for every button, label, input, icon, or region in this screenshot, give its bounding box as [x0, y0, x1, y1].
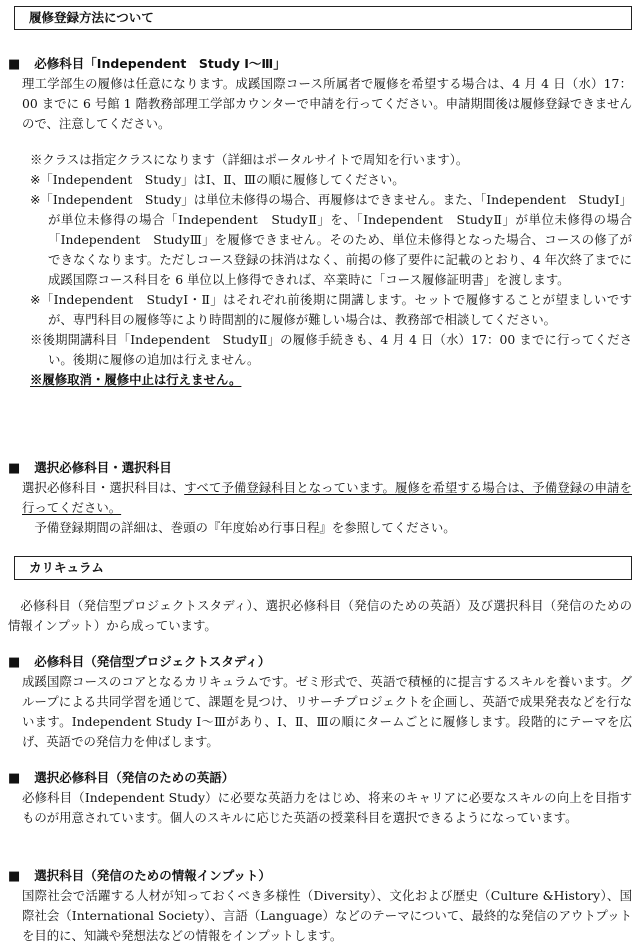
elective-body — [22, 478, 632, 518]
elective-body-underlined: すべて予備登録科目となっています。履修を希望する場合は、予備登録の申請を行ってください。 — [22, 480, 632, 515]
heading-text: 選択科目（発信のための情報インプット） — [34, 868, 271, 883]
required-subject-body: 理工学部生の履修は任意になります。成蹊国際コース所属者で履修を希望する場合は、4 月 4 日（水）17：00 までに 6 号館 1 階教務部理工学部カウンターで申請を行ってください。申請期間後は履修登録できませんので、注意してください。 — [22, 76, 632, 131]
information-input-body: 国際社会で活躍する人材が知っておくべき多様性（Diversity）、文化および歴史（Culture &History）、国際社会（International Society）、言語（Language）などのテーマについて、最終的な発信のアウトプットを目的に、知識や発想法などの情報をインプットします。 — [22, 888, 632, 943]
square-bullet-icon: ■ — [8, 655, 21, 670]
emphasis-text: ※履修取消・履修中止は行えません。 — [30, 372, 242, 387]
elective-body-lead: 選択必修科目・選択科目は、 — [22, 480, 185, 495]
elective-note: 予備登録期間の詳細は、巻頭の『年度始め行事日程』を参照してください。 — [34, 520, 456, 535]
square-bullet-icon: ■ — [8, 461, 21, 476]
heading-english-electives — [8, 768, 234, 789]
section-title-registration: 履修登録方法について — [14, 6, 632, 30]
heading-text: 選択必修科目・選択科目 — [34, 460, 172, 475]
note-item: ※後期開講科目「Independent StudyⅡ」の履修手続きも、4 月 4 日（水）17：00 までに行ってください。後期に履修の追加は行えません。 — [30, 332, 632, 367]
note-item: ※クラスは指定クラスになります（詳細はポータルサイトで周知を行います）。 — [30, 152, 469, 167]
heading-text: 必修科目「Independent Study Ⅰ～Ⅲ」 — [34, 56, 286, 71]
heading-elective-subjects — [8, 458, 172, 479]
heading-text: 選択必修科目（発信のための英語） — [34, 770, 235, 785]
heading-information-input — [8, 866, 271, 887]
core-project-study-body: 成蹊国際コースのコアとなるカリキュラムです。ゼミ形式で、英語で積極的に提言するスキルを養います。グループによる共同学習を通じて、課題を見つけ、リサーチプロジェクトを企画し、英語で成果発表などを行ないます。Independent Study Ⅰ～Ⅲがあり、Ⅰ、Ⅱ、Ⅲの順にタームごとに履修します。段階的にテーマを広げ、英語での発信力を伸ばします。 — [22, 674, 632, 749]
note-item: ※「Independent Study」は単位未修得の場合、再履修はできません。また、「Independent StudyⅠ」が単位未修得の場合「Independent StudyⅡ」を、「Independent StudyⅡ」が単位未修得の場合「Independent StudyⅢ」を履修できません。そのため、単位未修得となった場合、コースの修了ができなくなります。ただしコース登録の抹消はなく、前掲の修了要件に記載のとおり、4 年次終了までに成蹊国際コース科目を 6 単位以上修得できれば、卒業時に「コース履修証明書」を渡します。 — [30, 192, 632, 287]
heading-required-subject — [8, 54, 286, 75]
required-notes-list — [30, 150, 632, 390]
heading-text: 必修科目（発信型プロジェクトスタディ） — [34, 654, 271, 669]
square-bullet-icon: ■ — [8, 57, 21, 72]
emphasis-note — [30, 370, 632, 390]
square-bullet-icon: ■ — [8, 771, 21, 786]
english-electives-body: 必修科目（Independent Study）に必要な英語力をはじめ、将来のキャリアに必要なスキルの向上を目指すものが用意されています。個人のスキルに応じた英語の授業科目を選択できるようになっています。 — [22, 790, 632, 825]
section-title-curriculum: カリキュラム — [14, 556, 632, 580]
note-item: ※「Independent Study」はⅠ、Ⅱ、Ⅲの順に履修してください。 — [30, 172, 405, 187]
note-item: ※「Independent StudyⅠ・Ⅱ」はそれぞれ前後期に開講します。セットで履修することが望ましいですが、専門科目の履修等により時間割的に履修が難しい場合は、教務部で相談してください。 — [30, 292, 632, 327]
curriculum-intro: 必修科目（発信型プロジェクトスタディ）、選択必修科目（発信のための英語）及び選択科目（発信のための情報インプット）から成っています。 — [8, 598, 632, 633]
square-bullet-icon: ■ — [8, 869, 21, 884]
heading-core-project-study — [8, 652, 270, 673]
